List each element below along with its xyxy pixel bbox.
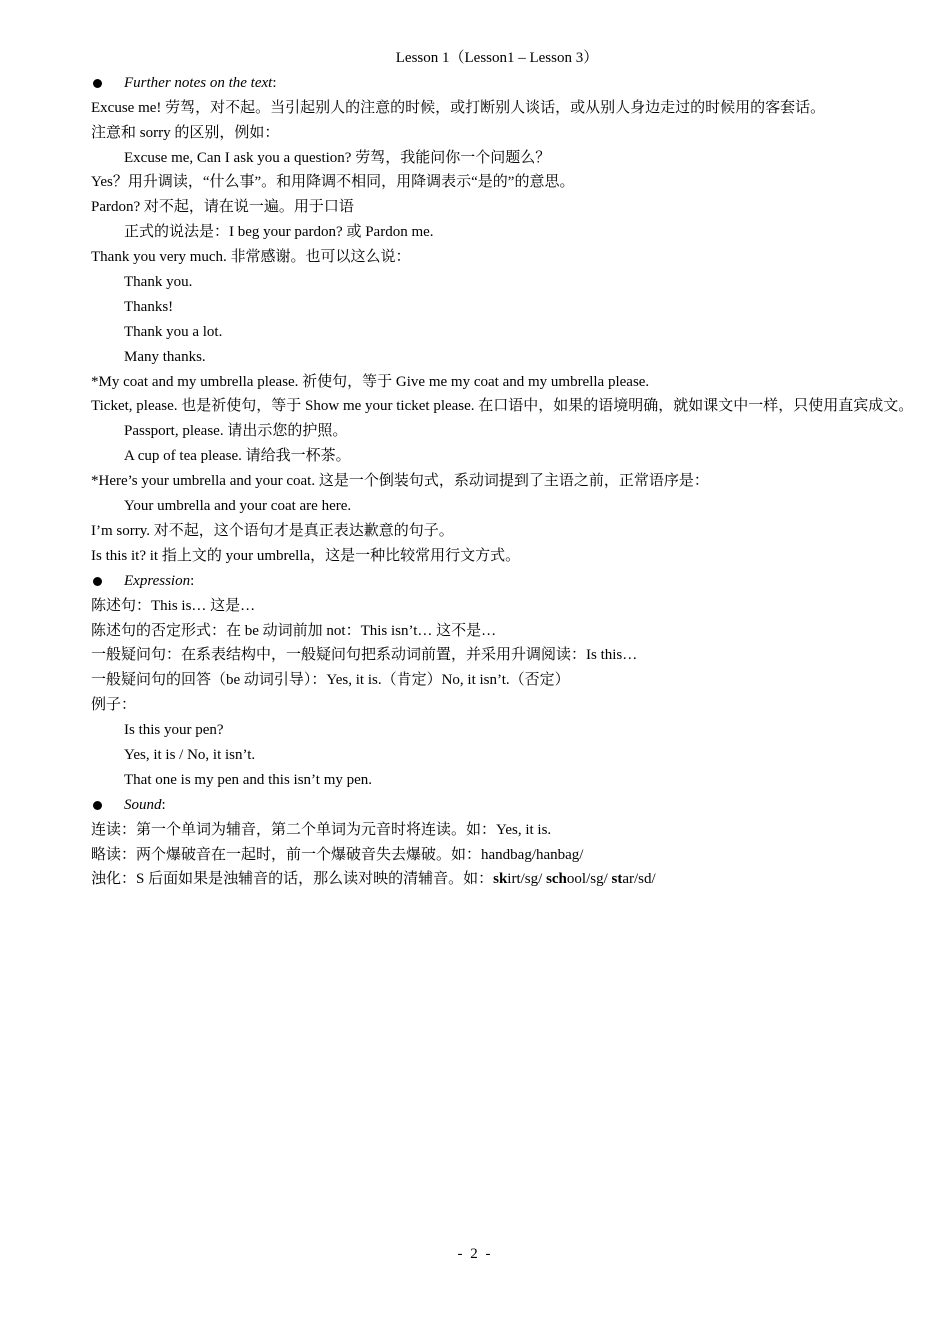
bullet-dot-icon: [93, 577, 102, 586]
sound-example-rest: ar/sd/: [622, 871, 656, 888]
text-line: Is this it? it 指上文的 your umbrella，这是一种比较常用行文方式。: [91, 547, 521, 564]
section-heading-expression: Expression:: [91, 569, 921, 594]
text-paragraph: Ticket, please. 也是祈使句，等于 Show me your ticket please. 在口语中，如果的语境明确，就如课文中一样，只使用直宾成文。: [91, 398, 914, 415]
text-line: *Here’s your umbrella and your coat. 这是一个倒装句式，系动词提到了主语之前，正常语序是：: [91, 473, 709, 490]
text-line: Pardon? 对不起，请在说一遍。用于口语: [91, 199, 354, 216]
text-line: *My coat and my umbrella please. 祈使句，等于 Give me my coat and my umbrella please.: [91, 373, 650, 390]
example-line: Thank you.: [124, 274, 193, 291]
example-line: Your umbrella and your coat are here.: [124, 498, 352, 515]
example-line: 正式的说法是：I beg your pardon? 或 Pardon me.: [124, 224, 434, 241]
sound-example-rest: ool/sg/: [566, 871, 612, 888]
text-line: 陈述句：This is… 这是…: [91, 597, 256, 614]
sound-example-rest: irt/sg/: [507, 871, 547, 888]
sound-example-bold: sk: [493, 871, 508, 888]
section-heading-notes: Further notes on the text:: [91, 71, 921, 96]
text-line: 连读：第一个单词为辅音，第二个单词为元音时将连读。如：Yes, it is.: [91, 821, 552, 838]
section-title: Further notes on the text: [124, 74, 273, 91]
example-line: A cup of tea please. 请给我一杯茶。: [124, 448, 351, 465]
bullet-dot-icon: [93, 79, 102, 88]
text-line: Yes？用升调读，“什么事”。和用降调不相同，用降调表示“是的”的意思。: [91, 174, 575, 191]
text-line: 浊化：S 后面如果是浊辅音的话，那么读对映的清辅音。如：skirt/sg/ school/sg/ star/sd/: [91, 871, 656, 888]
page-number: - 2 -: [457, 1246, 493, 1262]
bullet-dot-icon: [93, 801, 102, 810]
example-line: Thanks!: [124, 298, 174, 315]
example-line: Excuse me, Can I ask you a question? 劳驾，我能问你一个问题么？: [124, 149, 551, 166]
example-line: Yes, it is / No, it isn’t.: [124, 746, 256, 763]
text-line: 一般疑问句的回答（be 动词引导）：Yes, it is.（肯定）No, it isn’t.（否定）: [91, 672, 570, 689]
example-line: Passport, please. 请出示您的护照。: [124, 423, 348, 440]
example-line: That one is my pen and this isn’t my pen.: [124, 771, 373, 788]
text-line: Excuse me! 劳驾，对不起。当引起别人的注意的时候，或打断别人谈话，或从别人身边走过的时候用的客套话。: [91, 99, 826, 116]
section-heading-sound: Sound:: [91, 793, 921, 818]
text-line: 略读：两个爆破音在一起时，前一个爆破音失去爆破。如：handbag/hanbag/: [91, 846, 584, 863]
text-line: I’m sorry. 对不起，这个语句才是真正表达歉意的句子。: [91, 522, 454, 539]
section-title: Sound: [124, 796, 162, 813]
text-line: 一般疑问句：在系表结构中，一般疑问句把系动词前置，并采用升调阅读：Is this…: [91, 647, 638, 664]
sound-example-bold: sch: [546, 871, 567, 888]
text-line: 注意和 sorry 的区别，例如：: [91, 124, 280, 141]
sound-example-bold: st: [611, 871, 623, 888]
example-line: Many thanks.: [124, 348, 206, 365]
page-content: [91, 46, 921, 892]
text-line: 陈述句的否定形式：在 be 动词前加 not：This isn’t… 这不是…: [91, 622, 497, 639]
section-title: Expression: [124, 572, 191, 589]
page-header: Lesson 1（Lesson1 – Lesson 3）: [395, 50, 599, 66]
text-line: 例子：: [91, 697, 137, 714]
example-line: Thank you a lot.: [124, 323, 223, 340]
text-line: Thank you very much. 非常感谢。也可以这么说：: [91, 249, 411, 266]
example-line: Is this your pen?: [124, 722, 224, 739]
